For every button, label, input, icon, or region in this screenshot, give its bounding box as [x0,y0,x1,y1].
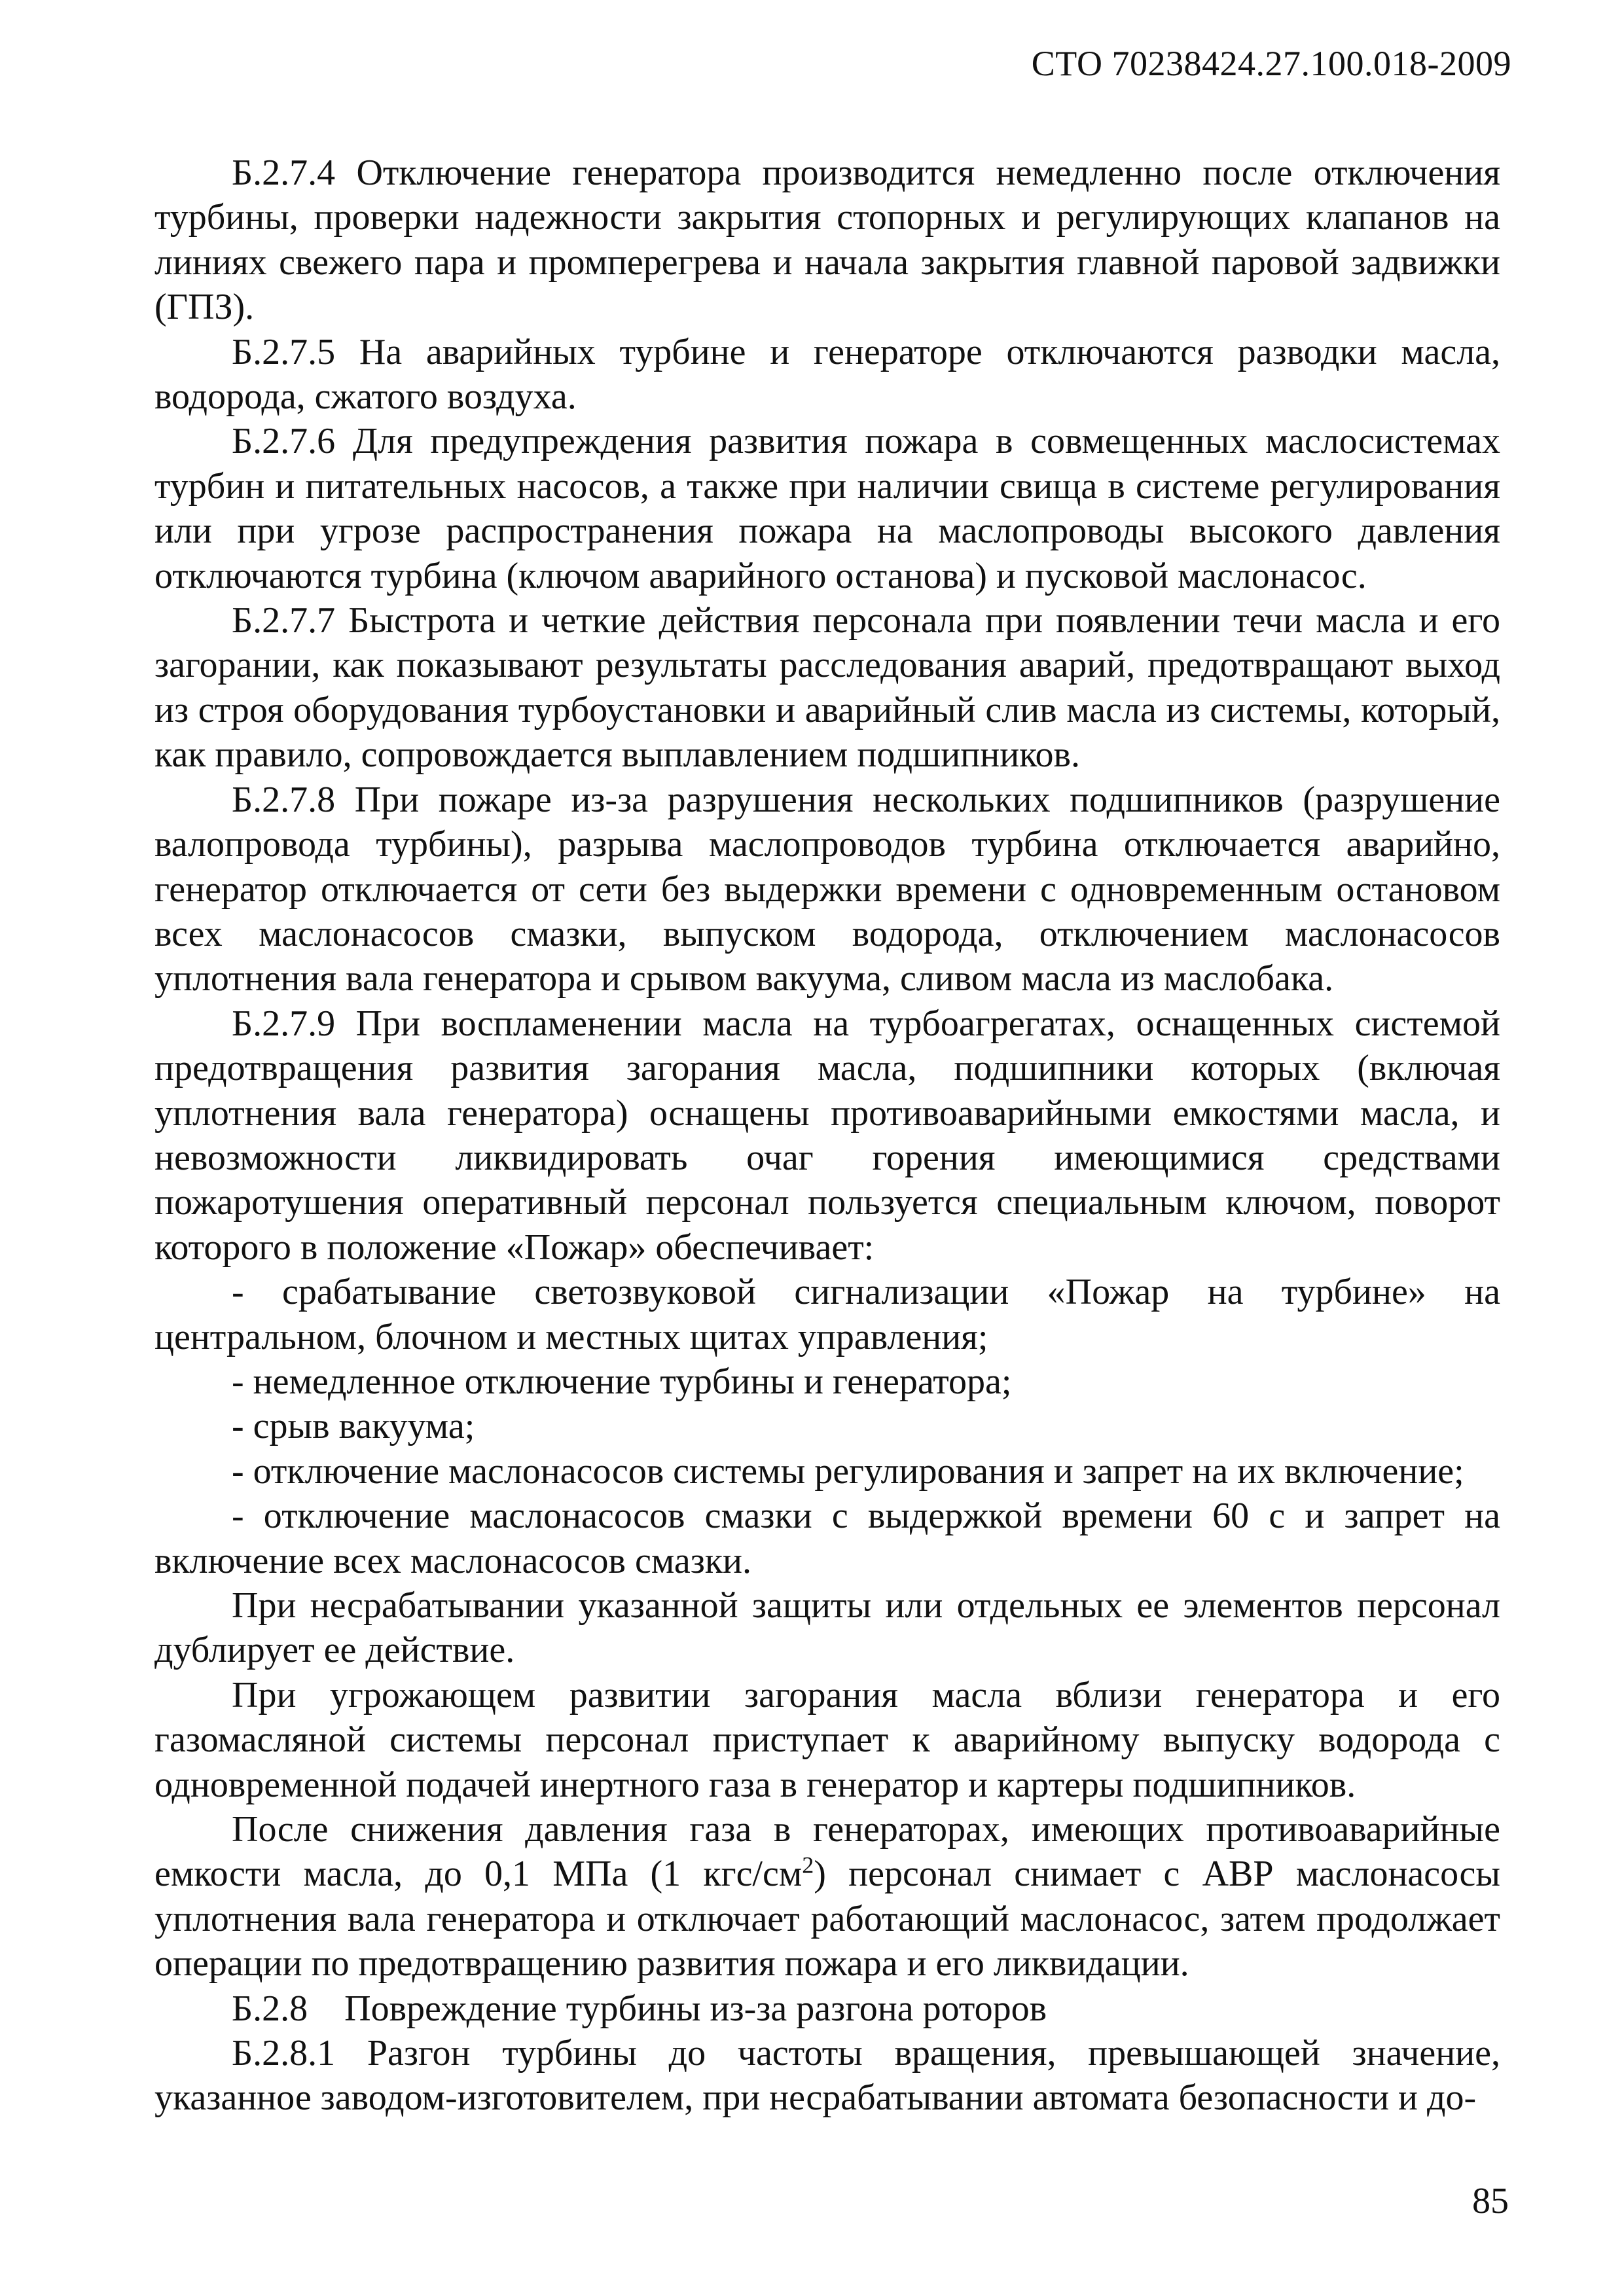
paragraph-b-2-7-5: Б.2.7.5 На аварийных турбине и генераторе отключаются разводки масла, водорода, сжатого воздуха. [154,331,1500,418]
paragraph-b-2-7-6: Б.2.7.6 Для предупреждения развития пожара в совмещенных маслосистемах турбин и питательных насосов, а также при наличии свища в системе регулирования или при угрозе распространения пожара на маслопроводы высокого давления отключаются турбина (ключом аварийного останова) и пусковой маслонасос. [154,421,1500,596]
list-item: - отключение маслонасосов смазки с выдержкой времени 60 с и запрет на включение всех маслонасосов смазки. [154,1496,1500,1581]
paragraph-hydrogen-release: При угрожающем развитии загорания масла вблизи генератора и его газомасляной системы персонал приступает к аварийному выпуску водорода с одновременной подачей инертного газа в генератор и картеры подшипников. [154,1674,1500,1805]
document-body [154,151,1500,2121]
list-item: - срыв вакуума; [232,1406,475,1447]
paragraph-protection-failure: При несрабатывании указанной защиты или отдельных ее элементов персонал дублирует ее действие. [154,1585,1500,1671]
list-item: - срабатывание светозвуковой сигнализации «Пожар на турбине» на центральном, блочном и местных щитах управления; [154,1272,1500,1357]
section-heading-b-2-8: Б.2.8 Повреждение турбины из-за разгона роторов [232,1988,1047,2029]
page-number: 85 [1472,2181,1509,2221]
list-item: - отключение маслонасосов системы регулирования и запрет на их включение; [232,1450,1464,1492]
pressure-text-before: После снижения давления газа в генераторах, имеющих противоаварийные емкости масла, до 0,1 МПа (1 кгс/см [154,1809,1500,1895]
paragraph-b-2-7-9: Б.2.7.9 При воспламенении масла на турбоагрегатах, оснащенных системой предотвращения развития загорания масла, подшипники которых (включая уплотнения вала генератора) оснащены противоаварийными емкостями масла, и невозможности ликвидировать очаг горения имеющимися средствами пожаротушения оперативный персонал пользуется специальным ключом, поворот которого в положение «Пожар» обеспечивает: [154,1003,1500,1268]
paragraph-b-2-7-7: Б.2.7.7 Быстрота и четкие действия персонала при появлении течи масла и его загорании, как показывают результаты расследования аварий, предотвращают выход из строя оборудования турбоустановки и аварийный слив масла из системы, который, как правило, сопровождается выплавлением подшипников. [154,600,1500,776]
list-item: - немедленное отключение турбины и генератора; [232,1361,1012,1402]
paragraph-b-2-7-4: Б.2.7.4 Отключение генератора производится немедленно после отключения турбины, проверки надежности закрытия стопорных и регулирующих клапанов на линиях свежего пара и промперегрева и начала закрытия главной паровой задвижки (ГПЗ). [154,152,1500,328]
paragraph-b-2-7-8: Б.2.7.8 При пожаре из-за разрушения нескольких подшипников (разрушение валопровода турбины), разрыва маслопроводов турбина отключается аварийно, генератор отключается от сети без выдержки времени с одновременным остановом всех маслонасосов смазки, выпуском водорода, отключением маслонасосов уплотнения вала генератора и срывом вакуума, сливом масла из маслобака. [154,779,1500,999]
pressure-text-after: ) персонал снимает с АВР маслонасосы уплотнения вала генератора и отключает работающий маслонасос, затем продолжает операции по предотвращению развития пожара и его ликвидации. [154,1854,1500,1984]
paragraph-pressure-reduction [154,1807,1500,1986]
paragraph-b-2-8-1: Б.2.8.1 Разгон турбины до частоты вращения, превышающей значение, указанное заводом-изготовителем, при несрабатывании автомата безопасности и до- [154,2033,1500,2119]
document-code-header: СТО 70238424.27.100.018-2009 [1031,44,1511,83]
superscript-exponent: 2 [802,1852,814,1878]
